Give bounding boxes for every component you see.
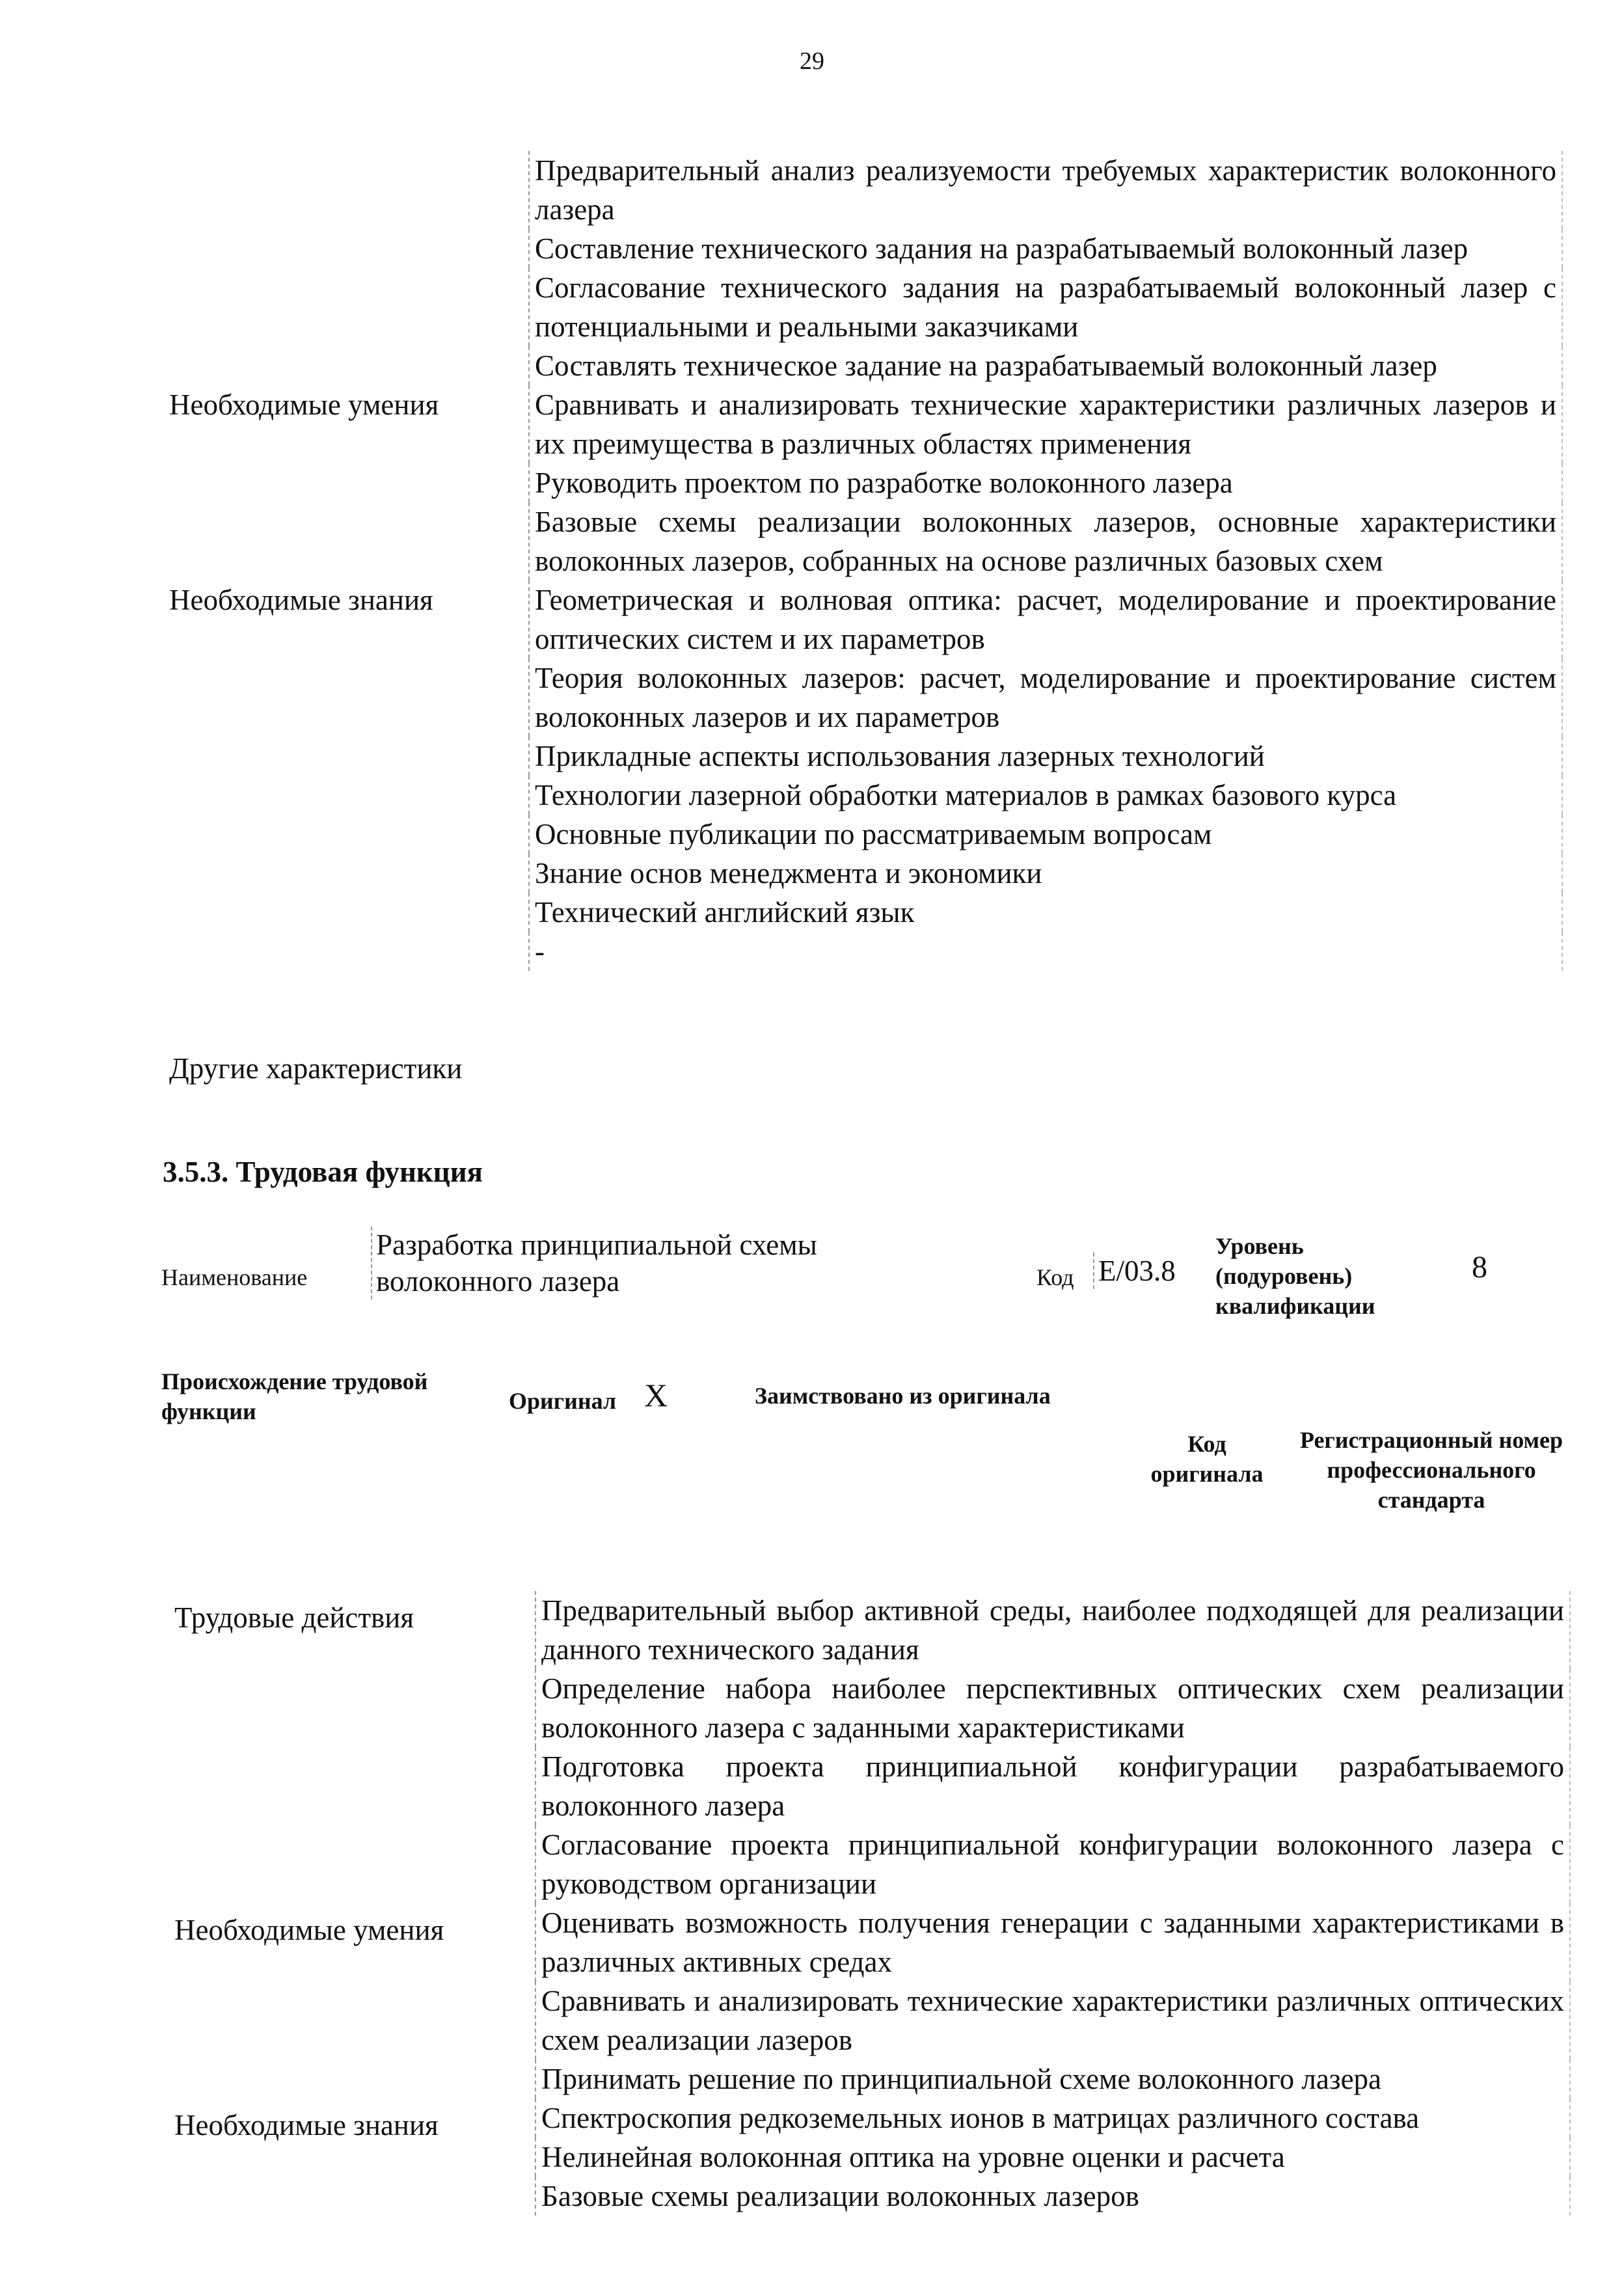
level-label: Уровень (подуровень) квалификации xyxy=(1215,1233,1375,1319)
list-item: Согласование технического задания на разрабатываемый волоконный лазер с потенциальными и реальными заказчиками xyxy=(528,268,1563,346)
code-label: Код xyxy=(1036,1264,1074,1290)
orig-code-label: Код оригинала xyxy=(1150,1431,1264,1487)
list-item: Составлять техническое задание на разрабатываемый волоконный лазер xyxy=(528,346,1563,385)
list-item: Согласование проекта принципиальной конфигурации волоконного лазера с руководством организации xyxy=(535,1825,1571,1903)
list-item: Базовые схемы реализации волоконных лазеров xyxy=(535,2177,1571,2216)
label-skills-2: Необходимые умения xyxy=(174,1914,444,1946)
list-item: Предварительный выбор активной среды, наиболее подходящей для реализации данного технического задания xyxy=(535,1591,1571,1669)
page-number: 29 xyxy=(800,48,824,75)
reg-number-label: Регистрационный номер профессионального стандарта xyxy=(1299,1427,1563,1513)
name-label: Наименование xyxy=(161,1264,308,1290)
list-item: Принимать решение по принципиальной схеме волоконного лазера xyxy=(535,2059,1571,2099)
list-item: Определение набора наиболее перспективных оптических схем реализации волоконного лазера с заданными характеристиками xyxy=(535,1669,1571,1747)
list-item: Геометрическая и волновая оптика: расчет, моделирование и проектирование оптических систем и их параметров xyxy=(528,580,1563,659)
list-item: Сравнивать и анализировать технические характеристики различных лазеров и их преимущества в различных областях применения xyxy=(528,385,1563,463)
original-mark: X xyxy=(644,1377,668,1413)
label-skills: Необходимые умения xyxy=(169,388,439,421)
list-item: Технологии лазерной обработки материалов в рамках базового курса xyxy=(528,776,1563,815)
list-item: Составление технического задания на разрабатываемый волоконный лазер xyxy=(528,229,1563,268)
list-item: Сравнивать и анализировать технические характеристики различных оптических схем реализации лазеров xyxy=(535,1981,1571,2059)
other-value: - xyxy=(528,932,1563,971)
list-item: Руководить проектом по разработке волоконного лазера xyxy=(528,463,1563,502)
label-knowledge: Необходимые знания xyxy=(169,584,433,616)
list-item: Основные публикации по рассматриваемым вопросам xyxy=(528,815,1563,854)
list-item: Оценивать возможность получения генерации с заданными характеристиками в различных активных средах xyxy=(535,1903,1571,1981)
list-item: Технический английский язык xyxy=(528,893,1563,932)
code-value: E/03.8 xyxy=(1093,1253,1176,1289)
level-value: 8 xyxy=(1472,1250,1487,1284)
list-item: Прикладные аспекты использования лазерных технологий xyxy=(528,737,1563,776)
label-knowledge-2: Необходимые знания xyxy=(174,2109,439,2141)
block1-list xyxy=(528,151,1563,971)
function-name: Разработка принципиальной схемы волоконного лазера xyxy=(371,1227,910,1299)
list-item: Знание основ менеджмента и экономики xyxy=(528,854,1563,893)
borrowed-label: Заимствовано из оригинала xyxy=(755,1383,1051,1409)
list-item: Нелинейная волоконная оптика на уровне оценки и расчета xyxy=(535,2138,1571,2177)
section-heading: 3.5.3. Трудовая функция xyxy=(163,1156,483,1188)
list-item: Базовые схемы реализации волоконных лазеров, основные характеристики волоконных лазеров, собранных на основе различных базовых схем xyxy=(528,502,1563,580)
list-item: Теория волоконных лазеров: расчет, моделирование и проектирование систем волоконных лазеров и их параметров xyxy=(528,659,1563,737)
label-other: Другие характеристики xyxy=(169,1052,463,1085)
list-item: Подготовка проекта принципиальной конфигурации разрабатываемого волоконного лазера xyxy=(535,1747,1571,1825)
list-item: Спектроскопия редкоземельных ионов в матрицах различного состава xyxy=(535,2099,1571,2138)
label-actions: Трудовые действия xyxy=(174,1601,414,1634)
origin-label: Происхождение трудовой функции xyxy=(161,1368,428,1424)
original-label: Оригинал xyxy=(509,1388,617,1414)
block2-list xyxy=(535,1591,1571,2216)
list-item: Предварительный анализ реализуемости требуемых характеристик волоконного лазера xyxy=(528,151,1563,229)
